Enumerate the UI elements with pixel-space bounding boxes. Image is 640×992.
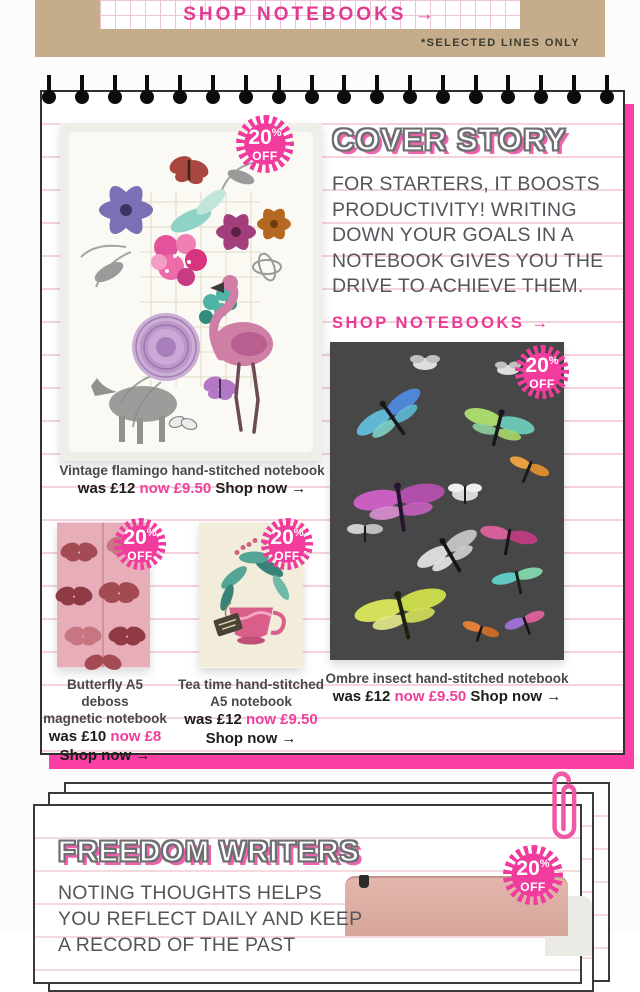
price-now: now £9.50 xyxy=(139,480,212,497)
product-name: Vintage flamingo hand-stitched notebook xyxy=(59,463,325,478)
product-price-line xyxy=(307,687,587,706)
shop-now-link-ombre[interactable]: Shop now → xyxy=(470,688,562,705)
binding-coil-icon xyxy=(436,75,450,109)
butterfly-caption xyxy=(42,676,168,765)
binding-coil-icon xyxy=(600,75,614,109)
binding-coil-icon xyxy=(272,75,286,109)
cover-story-card xyxy=(40,90,625,764)
price-now: now £8 xyxy=(110,728,162,745)
top-banner xyxy=(35,0,605,57)
shop-notebooks-top-link[interactable]: SHOP NOTEBOOKS → xyxy=(183,3,437,25)
binding-coil-icon xyxy=(42,75,56,109)
badge-percent: 20% xyxy=(525,353,559,377)
binding-coil-icon xyxy=(370,75,384,109)
binding-coil-icon xyxy=(173,75,187,109)
graph-paper-panel xyxy=(100,0,520,29)
discount-badge-tea: 20% OFF xyxy=(261,518,313,570)
cover-story-title: COVER STORY xyxy=(332,122,567,157)
paperclip-icon xyxy=(541,772,577,852)
binding-coil-icon xyxy=(501,75,515,109)
ombre-caption xyxy=(307,670,587,706)
price-was: was £12 xyxy=(184,711,242,728)
flamingo-notebook-image[interactable] xyxy=(60,123,322,461)
price-was: was £12 xyxy=(332,688,391,705)
binding-coil-icon xyxy=(108,75,122,109)
binding-coil-icon xyxy=(469,75,483,109)
product-name: Ombre insect hand-stitched notebook xyxy=(325,671,569,686)
freedom-writers-title: FREEDOM WRITERS xyxy=(58,836,360,868)
price-now: now £9.50 xyxy=(394,688,467,705)
shop-now-link-tea[interactable]: Shop now → xyxy=(205,730,297,747)
product-price-line xyxy=(42,727,168,746)
badge-percent: 20% xyxy=(516,856,550,880)
discount-badge-ombre: 20% OFF xyxy=(515,345,569,399)
discount-badge-butterfly: 20% OFF xyxy=(114,518,166,570)
shop-now-link-butterfly[interactable]: Shop now → xyxy=(59,747,151,764)
freedom-writers-body: NOTING THOUGHTS HELPS YOU REFLECT DAILY AND KEEP A RECORD OF THE PAST xyxy=(58,882,363,956)
discount-badge-flamingo: 20% OFF xyxy=(236,115,294,173)
product-name: Tea time hand-stitched xyxy=(177,677,325,692)
binding-coil-icon xyxy=(239,75,253,109)
binding-coil-icon xyxy=(534,75,548,109)
cover-story-body: FOR STARTERS, IT BOOSTS PRODUCTIVITY! WRITING DOWN YOUR GOALS IN A NOTEBOOK GIVES YOU THE DRIVE TO ACHIEVE THEM. xyxy=(332,173,604,297)
shop-now-link-flamingo[interactable]: Shop now → xyxy=(215,480,307,497)
shop-notebooks-link[interactable]: SHOP NOTEBOOKS → xyxy=(332,313,551,332)
badge-percent: 20% xyxy=(270,525,304,549)
discount-badge-freedom: 20% OFF xyxy=(503,845,563,905)
binding-coil-icon xyxy=(140,75,154,109)
flamingo-caption xyxy=(52,462,332,498)
product-price-line xyxy=(171,710,331,729)
product-name: Butterfly A5 deboss xyxy=(66,677,143,709)
price-was: was £10 xyxy=(48,728,107,745)
flamingo-illustration xyxy=(69,132,313,452)
product-name: A5 notebook xyxy=(210,694,292,709)
flamingo-notebook-cover xyxy=(69,132,313,452)
selected-lines-disclaimer: *SELECTED LINES ONLY xyxy=(420,37,580,49)
badge-percent: 20% xyxy=(248,125,282,149)
badge-percent: 20% xyxy=(123,525,157,549)
price-was: was £12 xyxy=(77,480,136,497)
price-now: now £9.50 xyxy=(246,711,318,728)
binding-coil-icon xyxy=(567,75,581,109)
binding-coil-icon xyxy=(337,75,351,109)
spiral-binding xyxy=(42,75,614,109)
product-name: magnetic notebook xyxy=(43,711,167,726)
binding-coil-icon xyxy=(305,75,319,109)
cover-story-block xyxy=(332,122,604,333)
binding-coil-icon xyxy=(206,75,220,109)
binding-coil-icon xyxy=(403,75,417,109)
product-price-line xyxy=(52,479,332,498)
binding-coil-icon xyxy=(75,75,89,109)
